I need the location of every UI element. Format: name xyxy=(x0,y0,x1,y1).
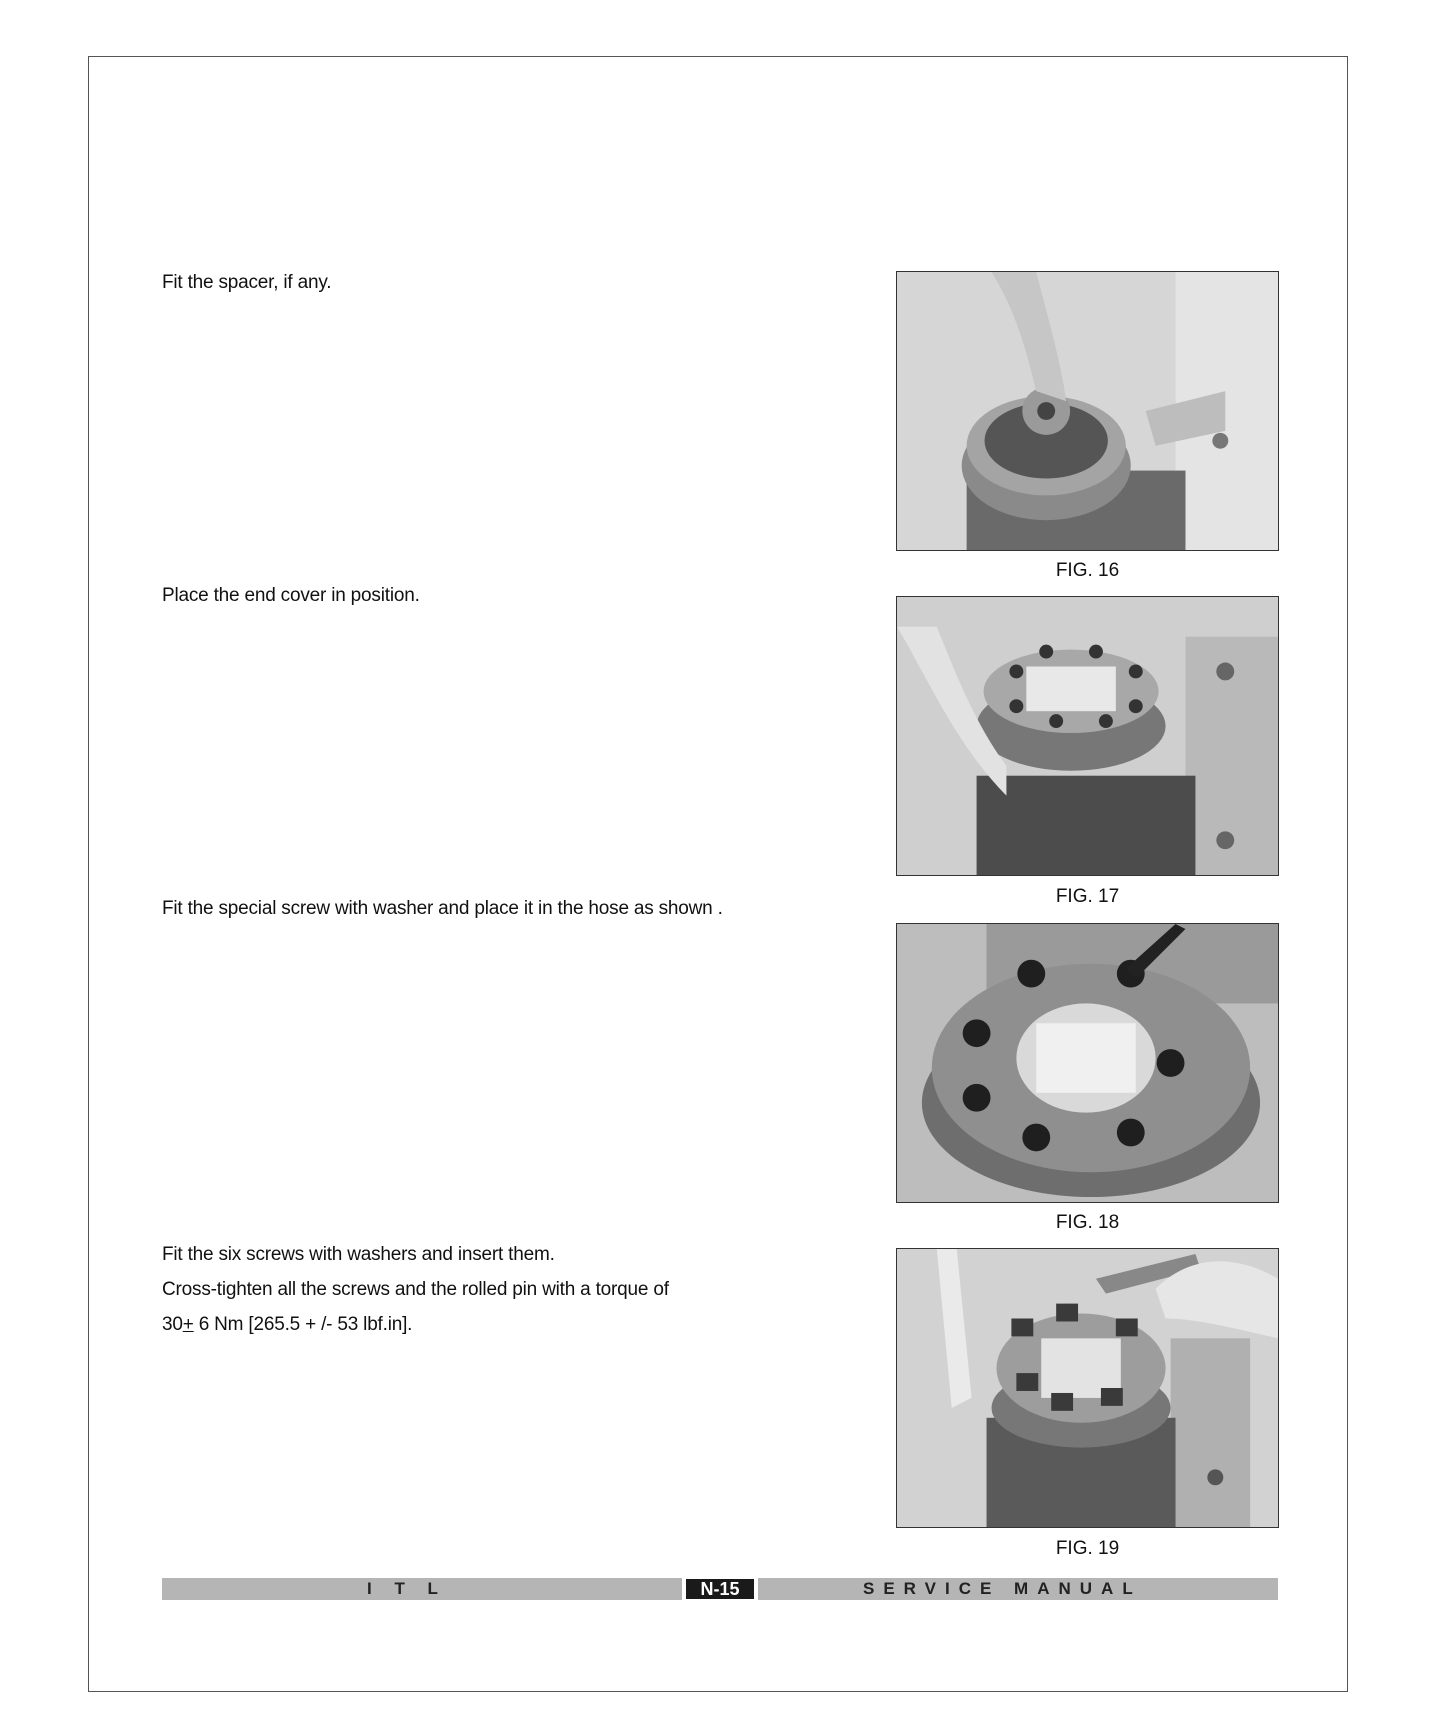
figure-18 xyxy=(896,923,1279,1233)
step-text: Fit the special screw with washer and place it in the hose as shown . xyxy=(162,898,723,919)
page-number: N-15 xyxy=(686,1579,754,1599)
photo-fit-spacer xyxy=(896,271,1279,551)
step-fit-special-screw xyxy=(162,891,723,926)
step-place-end-cover xyxy=(162,578,420,613)
figure-caption: FIG. 17 xyxy=(1055,886,1120,907)
figure-caption: FIG. 19 xyxy=(1055,1538,1120,1559)
footer-bar-left xyxy=(162,1578,682,1600)
photo-six-screws xyxy=(896,1248,1279,1528)
photo-special-screw xyxy=(896,923,1279,1203)
figure-caption: FIG. 18 xyxy=(1055,1212,1120,1233)
footer-company: I T L xyxy=(367,1579,447,1598)
figure-16 xyxy=(896,271,1279,581)
step-fit-six-screws xyxy=(162,1237,669,1342)
figure-19 xyxy=(896,1248,1279,1559)
footer-title: SERVICE MANUAL xyxy=(863,1579,1142,1598)
torque-detail: 6 Nm [265.5 + /- 53 lbf.in]. xyxy=(193,1314,413,1335)
torque-spec xyxy=(162,1307,669,1342)
step-text: Place the end cover in position. xyxy=(162,585,420,606)
figure-17 xyxy=(896,596,1279,907)
figure-caption: FIG. 16 xyxy=(1055,560,1120,581)
photo-end-cover xyxy=(896,596,1279,876)
step-text: Fit the spacer, if any. xyxy=(162,272,332,293)
footer-bar-right xyxy=(758,1578,1278,1600)
torque-value: 30 xyxy=(162,1314,183,1335)
step-fit-spacer xyxy=(162,265,331,300)
plus-minus-symbol: + xyxy=(182,1314,194,1335)
step-text: Cross-tighten all the screws and the rolled pin with a torque of xyxy=(162,1279,669,1300)
step-text: Fit the six screws with washers and insert them. xyxy=(162,1244,555,1265)
